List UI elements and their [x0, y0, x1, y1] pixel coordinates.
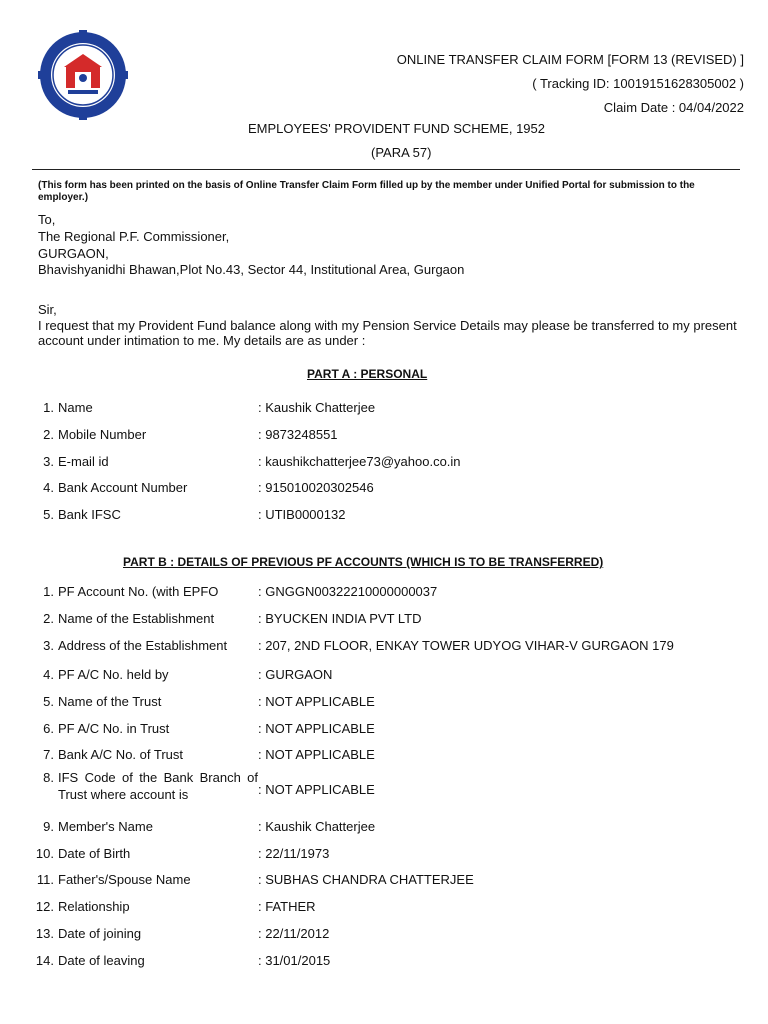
row-value: : 9873248551: [258, 427, 338, 442]
claim-date: Claim Date : 04/04/2022: [603, 100, 744, 115]
row-value: : 207, 2ND FLOOR, ENKAY TOWER UDYOG VIHAR-V GURGAON 179: [258, 638, 674, 653]
row-label: Date of Birth: [58, 846, 131, 861]
row-value: : UTIB0000132: [258, 507, 346, 522]
row-label: Address of the Establishment: [58, 638, 228, 653]
row-number: 11.: [36, 872, 54, 887]
row-label: Bank IFSC: [58, 507, 121, 522]
row-number: 12.: [35, 899, 54, 914]
row-number: 3.: [43, 454, 54, 469]
row-label: Name of the Trust: [58, 694, 162, 709]
row-value: : SUBHAS CHANDRA CHATTERJEE: [258, 872, 474, 887]
form-note: (This form has been printed on the basis of Online Transfer Claim Form filled up by the member under Unified Portal for submission to the employer.): [38, 180, 695, 203]
part-b-title: PART B : DETAILS OF PREVIOUS PF ACCOUNTS (WHICH IS TO BE TRANSFERRED): [123, 555, 604, 569]
row-value: : Kaushik Chatterjee: [258, 400, 376, 415]
letter-body-line-2: account under intimation to me. My details are as under :: [38, 333, 366, 348]
row-label: Member's Name: [58, 819, 153, 834]
row-label: Date of joining: [58, 926, 142, 941]
row-number: 3.: [43, 638, 54, 653]
row-label: PF Account No. (with EPFO: [58, 584, 219, 599]
form-title: ONLINE TRANSFER CLAIM FORM [FORM 13 (REVISED) ]: [396, 52, 744, 67]
row-number: 4.: [43, 480, 54, 495]
epfo-emblem-icon: [38, 30, 128, 120]
row-value: : 22/11/2012: [258, 926, 330, 941]
row-label: Bank Account Number: [58, 480, 188, 495]
row-value: : 31/01/2015: [258, 953, 331, 968]
row-label: E-mail id: [58, 454, 109, 469]
row-value: : BYUCKEN INDIA PVT LTD: [258, 611, 422, 626]
row-label: Date of leaving: [58, 953, 145, 968]
address-line-3: Bhavishyanidhi Bhawan,Plot No.43, Sector 44, Institutional Area, Gurgaon: [38, 262, 465, 277]
row-value: : FATHER: [258, 899, 316, 914]
row-value: : NOT APPLICABLE: [258, 721, 375, 736]
row-value: : Kaushik Chatterjee: [258, 819, 376, 834]
row-value: : NOT APPLICABLE: [258, 782, 375, 797]
row-number: 2.: [43, 427, 54, 442]
row-value: : 22/11/1973: [258, 846, 330, 861]
row-number: 6.: [43, 721, 54, 736]
row-value: : kaushikchatterjee73@yahoo.co.in: [258, 454, 461, 469]
row-number: 1.: [43, 584, 54, 599]
salutation: Sir,: [38, 302, 57, 317]
para-number: (PARA 57): [371, 145, 432, 160]
scheme-title: EMPLOYEES' PROVIDENT FUND SCHEME, 1952: [248, 121, 545, 136]
row-number: 13.: [35, 926, 54, 941]
row-number: 10.: [35, 846, 54, 861]
row-number: 5.: [43, 507, 54, 522]
address-line-2: GURGAON,: [38, 246, 109, 261]
row-number: 8.: [43, 770, 54, 785]
row-value: : GURGAON: [258, 667, 333, 682]
row-number: 14.: [35, 953, 54, 968]
row-label: Father's/Spouse Name: [58, 872, 191, 887]
row-label: PF A/C No. in Trust: [58, 721, 170, 736]
row-number: 7.: [43, 747, 54, 762]
row-number: 9.: [43, 819, 54, 834]
row-number: 1.: [43, 400, 54, 415]
row-label: Name of the Establishment: [58, 611, 215, 626]
row-label: PF A/C No. held by: [58, 667, 169, 682]
row-value: : GNGGN00322210000000037: [258, 584, 438, 599]
part-a-title: PART A : PERSONAL: [307, 367, 428, 381]
row-label: Mobile Number: [58, 427, 147, 442]
row-label: Relationship: [58, 899, 130, 914]
row-value: : 915010020302546: [258, 480, 374, 495]
row-value: : NOT APPLICABLE: [258, 747, 375, 762]
address-line-1: The Regional P.F. Commissioner,: [38, 229, 230, 244]
row-number: 5.: [43, 694, 54, 709]
row-number: 2.: [43, 611, 54, 626]
letter-body-line-1: I request that my Provident Fund balance along with my Pension Service Details may please be transferred to my present: [38, 318, 737, 333]
tracking-id: ( Tracking ID: 10019151628305002 ): [532, 76, 744, 91]
row-label: Bank A/C No. of Trust: [58, 747, 183, 762]
row-label: Name: [58, 400, 93, 415]
header-divider: [32, 169, 740, 170]
row-label: IFS Code of the Bank Branch of Trust where account is: [58, 770, 258, 802]
row-number: 4.: [43, 667, 54, 682]
address-to: To,: [38, 212, 56, 227]
row-value: : NOT APPLICABLE: [258, 694, 375, 709]
